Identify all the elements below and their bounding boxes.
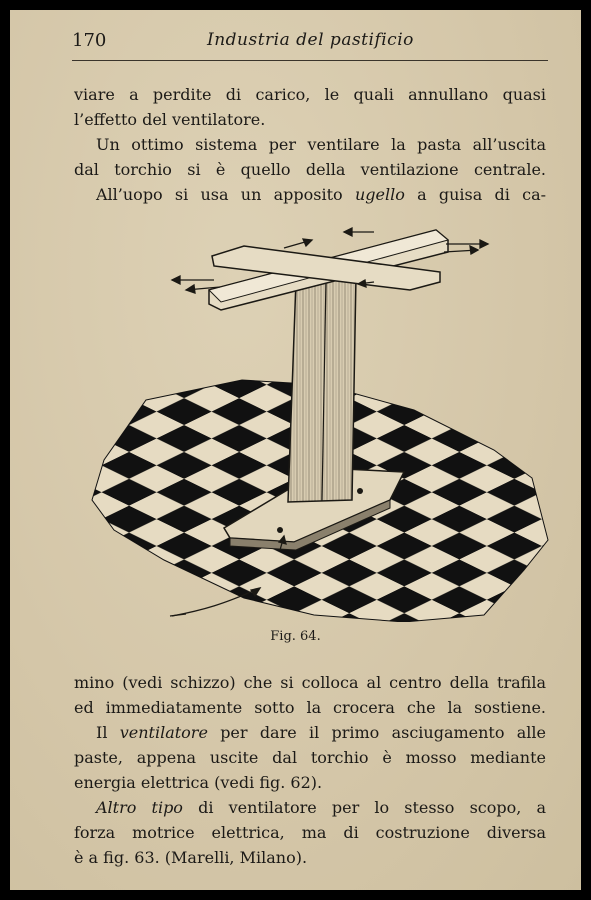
figure-caption: Fig. 64. <box>270 629 321 644</box>
text-line <box>74 795 546 820</box>
running-title: Industria del pastificio <box>207 30 414 50</box>
text-line: viare a perdite di carico, le quali annullano quasi <box>74 85 546 104</box>
italic-term: ventilatore <box>119 723 208 742</box>
text-run: di ventilatore per lo stesso scopo, a <box>182 798 546 817</box>
nozzle-illustration <box>74 210 554 622</box>
text-line <box>74 720 546 745</box>
text-run: per dare il primo asciugamento alle <box>207 723 547 742</box>
text-line: mino (vedi schizzo) che si colloca al centro della trafila <box>74 673 546 692</box>
text-line: Un ottimo sistema per ventilare la pasta all’uscita <box>96 135 546 154</box>
top-paragraphs <box>74 82 546 207</box>
text-line: forza motrice elettrica, ma di costruzione diversa <box>74 823 546 842</box>
text-line: energia elettrica (vedi fig. 62). <box>74 773 323 792</box>
bottom-paragraphs <box>74 670 546 870</box>
text-run: All’uopo si usa un apposito <box>96 185 355 204</box>
text-line <box>74 182 546 207</box>
italic-term: ugello <box>354 185 405 204</box>
page-number: 170 <box>72 30 107 51</box>
text-line: è a fig. 63. (Marelli, Milano). <box>74 848 308 867</box>
text-line: ed immediatamente sotto la crocera che la sostiene. <box>74 698 546 717</box>
italic-term: Altro tipo <box>96 798 183 817</box>
text-run: a guisa di ca- <box>404 185 547 204</box>
header-rule <box>72 60 548 61</box>
book-page <box>10 10 581 890</box>
text-line: l’effetto del ventilatore. <box>74 110 266 129</box>
text-line: paste, appena uscite dal torchio è mosso mediante <box>74 748 546 767</box>
text-run: Il <box>96 723 120 742</box>
page-header <box>72 30 552 56</box>
text-line: dal torchio si è quello della ventilazione centrale. <box>74 160 546 179</box>
